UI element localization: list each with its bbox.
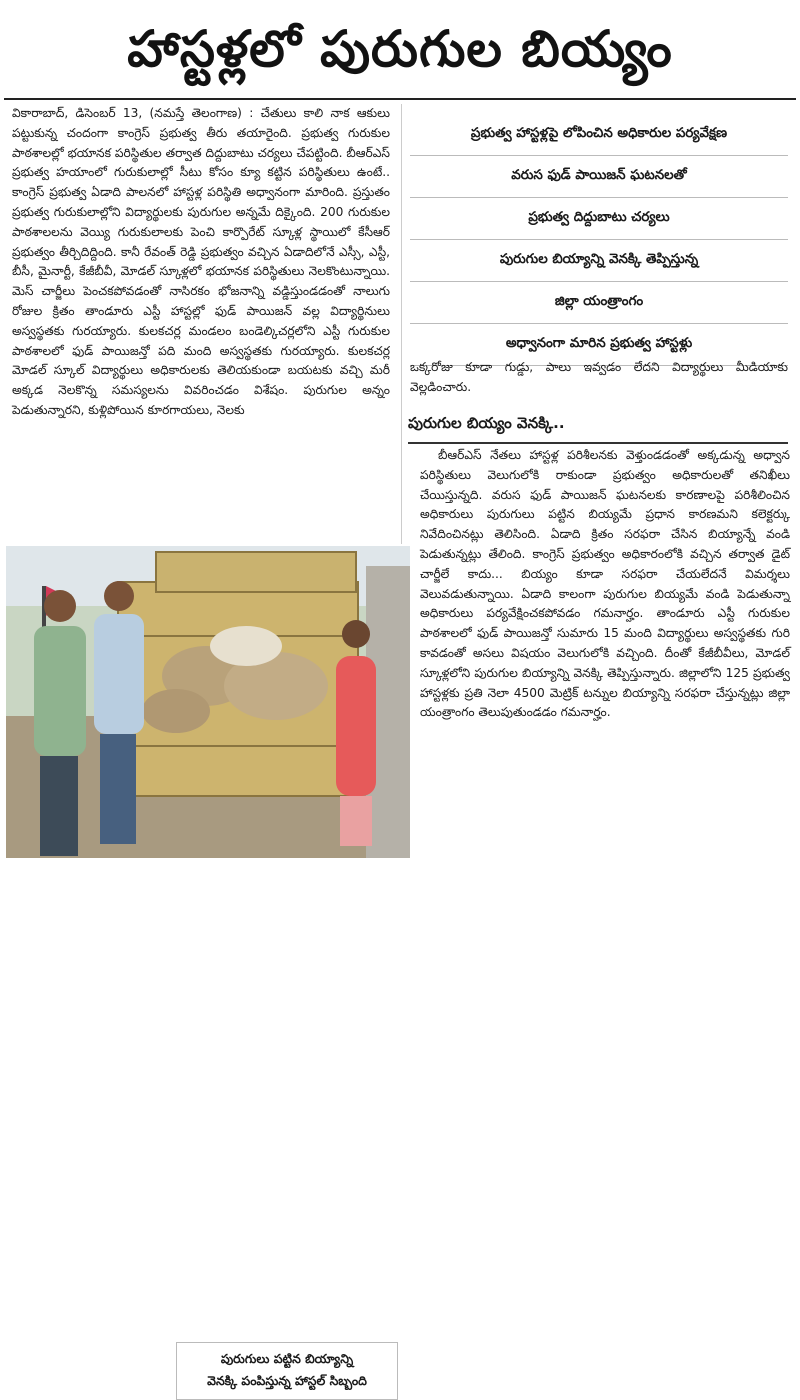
summary-line: అధ్వానంగా మారిన ప్రభుత్వ హాస్టళ్లు (410, 324, 788, 366)
article-body-right (420, 446, 790, 842)
summary-line: ప్రభుత్వ హాస్టళ్లపై లోపించిన అధికారుల పర్యవేక్షణ (410, 114, 788, 156)
article-paragraph: వికారాబాద్, డిసెంబర్ 13, (నమస్తే తెలంగాణ) : చేతులు కాలి నాక ఆకులు పట్టుకున్న చందంగా కాంగ్రెస్ ప్రభుత్వ తీరు తయారైంది. ప్రభుత్వ గురుకుల పాఠశాలల్లో భయానక పరిస్థితుల తర్వాత దిద్దుబాటు చర్యలు చేపట్టింది. బీఆర్ఎస్ ప్రభుత్వ హయాంలో గురుకులాల్లో సీటు కోసం క్యూ కట్టిన పరిస్థితులు ఉంటే.. కాంగ్రెస్ ప్రభుత్వ ఏడాది పాలనలో హాస్టళ్ల పరిస్థితి అధ్వానంగా మారింది. ప్రస్తుతం ప్రభుత్వ గురుకులాల్లోని విద్యార్థులకు పురుగుల అన్నమే దిక్కైంది. 200 గురుకుల పాఠశాలలను వెయ్యి గురుకులాలకు పెంచి కార్పొరేట్ స్కూళ్ల స్థాయిలో కేసీఆర్ ప్రభుత్వం తీర్చిదిద్దింది. కానీ రేవంత్ రెడ్డి ప్రభుత్వం వచ్చిన ఏడాదిలోనే ఎస్సీ, ఎస్టీ, బీసీ, మైనార్టీ, కేజీబీవీ, మోడల్ స్కూళ్లలో భయానక పరిస్థితులు నెలకొంటున్నాయి. మెస్ చార్జీలు పెంచకపోవడంతో నాసిరకం భోజనాన్ని వడ్డిస్తుండడంతో నాలుగు రోజుల క్రితం తాండూరు ఎస్టీ హాస్టల్లో ఫుడ్ పాయిజన్ వల్ల విద్యార్థినులు అస్వస్థతకు గురయ్యారు. కులకచర్ల మండలం బండెల్కిచర్లలోని ఎస్టీ గురుకుల పాఠశాలలో ఫుడ్ పాయిజన్తో పది మంది అస్వస్థతకు గురయ్యారు. కులకచర్ల మోడల్ స్కూల్ విద్యార్థులు అధికారులకు తెలియకుండా బయటకు వచ్చి మరీ అక్కడ నెలకొన్న సమస్యలను వివరించడం విశేషం. పురుగుల అన్నం పెడుతున్నారని, కుళ్లిపోయిన కూరగాయలు, నెలకు (12, 106, 390, 417)
summary-line: పురుగుల బియ్యాన్ని వెనక్కి తెప్పిస్తున్న (410, 240, 788, 282)
photo-caption (176, 1342, 398, 1400)
subheading: పురుగుల బియ్యం వెనక్కి.. (408, 414, 788, 444)
caption-line: పురుగులు పట్టిన బియ్యాన్ని (220, 1351, 354, 1366)
article-body-left (12, 104, 390, 544)
article-paragraph: బీఆర్ఎస్ నేతలు హాస్టళ్ల పరిశీలనకు వెళ్తుండడంతో అక్కడున్న అధ్వాన పరిస్థితులు వెలుగులోకి రాకుండా ప్రభుత్వం అధికారులతో తనిఖీలు చేయిస్తున్నది. వరుస ఫుడ్ పాయిజన్ ఘటనలకు కారణాలపై పరిశీలించిన అధికారులు పురుగులు పట్టిన బియ్యమే ప్రధాన కారణమని కలెక్టర్కు నివేదించినట్లు తెలిసింది. ఏడాది క్రితం సరఫరా చేసిన బియ్యాన్నే వండి పెడుతున్నట్లు తేలింది. కాంగ్రెస్ ప్రభుత్వం అధికారంలోకి వచ్చిన తర్వాత డైట్ చార్జీలే కాదు... బియ్యం కూడా సరఫరా చేయలేదనే విమర్శలు వెలువడుతున్నాయి. ఏడాది కాలంగా పురుగుల బియ్యమే వండి పెడుతున్నా అధికారులు పర్యవేక్షించకపోవడం గమనార్హం. తాండూరు ఎస్టీ గురుకుల పాఠశాలలో ఫుడ్ పాయిజన్తో సుమారు 15 మంది విద్యార్థులు అస్వస్థతకు గురి కావడంతో అసలు విషయం వెలుగులోకి వచ్చింది. దీంతో కేజీబీవీలు, మోడల్ స్కూళ్లలోని పురుగుల బియ్యాన్ని వెనక్కి తెప్పిస్తున్నారు. జిల్లాలోని 125 ప్రభుత్వ హాస్టళ్లకు ప్రతి నెలా 4500 మెట్రిక్ టన్నుల బియ్యాన్ని సరఫరా చేస్తున్నట్లు జిల్లా యంత్రాంగం తెలుపుతుండడం గమనార్హం. (420, 448, 790, 720)
summary-line: వరుస ఫుడ్ పాయిజన్ ఘటనలతో (410, 156, 788, 198)
article-body-right-mid (410, 358, 788, 408)
summary-line: ప్రభుత్వ దిద్దుబాటు చర్యలు (410, 198, 788, 240)
column-divider (401, 104, 402, 544)
news-photo (6, 546, 410, 1388)
article-paragraph: ఒక్కరోజు కూడా గుడ్డు, పాలు ఇవ్వడం లేదని విద్యార్థులు మీడియాకు వెల్లడించారు. (410, 360, 788, 394)
summary-box (410, 114, 788, 366)
headline-rule (4, 98, 796, 100)
photo-illustration (6, 546, 410, 858)
caption-line: వెనక్కి పంపిస్తున్న హాస్టల్ సిబ్బంది (207, 1373, 367, 1388)
headline: హాస్టళ్లలో పురుగుల బియ్యం (127, 20, 673, 78)
summary-line: జిల్లా యంత్రాంగం (410, 282, 788, 324)
